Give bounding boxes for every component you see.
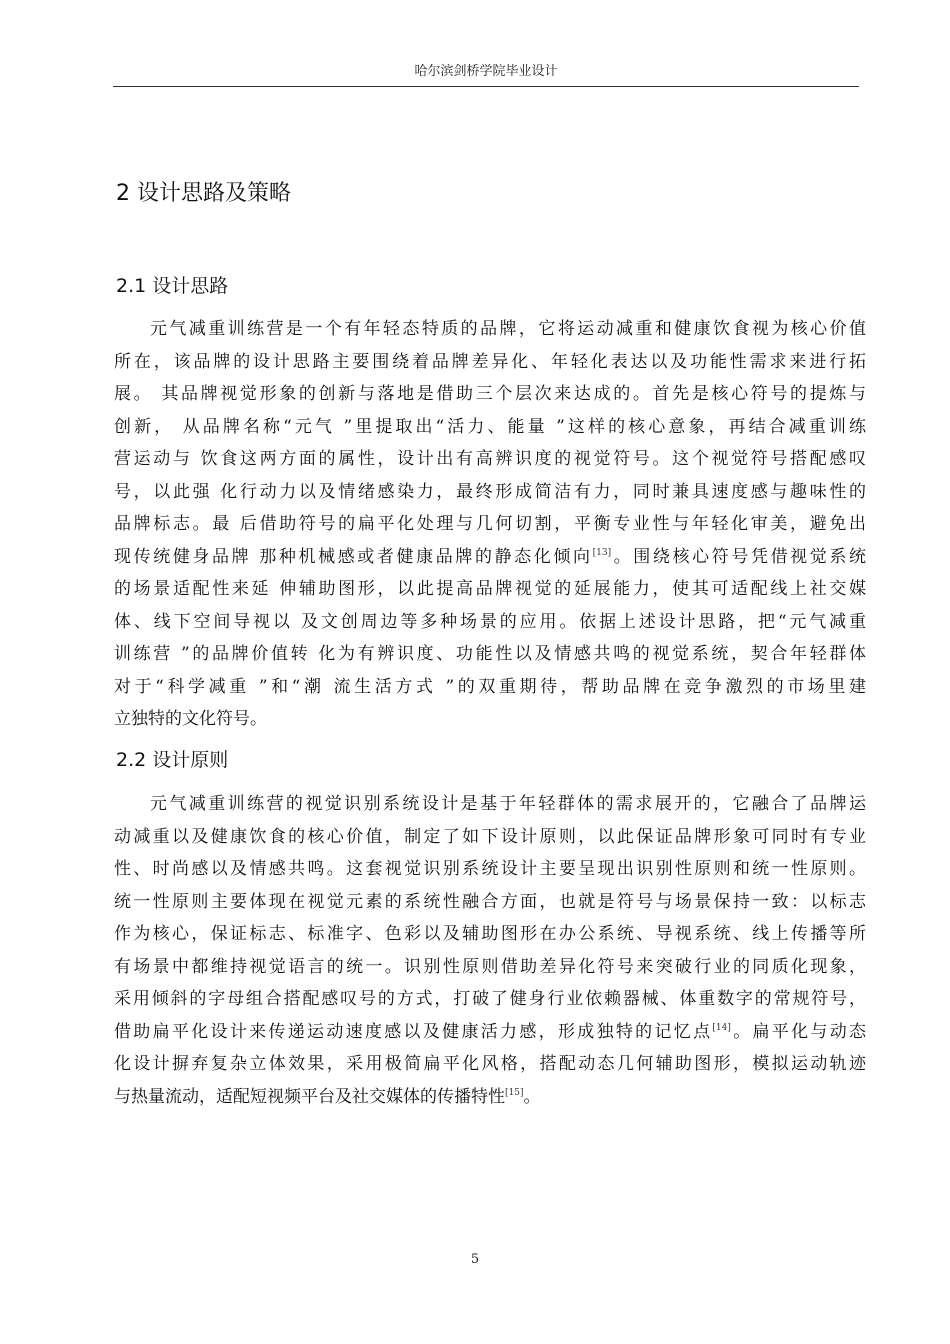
text-line: 作为核心，保证标志、标准字、色彩以及辅助图形在办公系统、导视系统、线上传播等所 bbox=[114, 924, 866, 944]
text-line: 元气减重训练营是一个有年轻态特质的品牌，它将运动减重和健康饮食视为核心价值 bbox=[150, 319, 866, 339]
text-line bbox=[114, 1016, 866, 1049]
header-divider bbox=[113, 86, 859, 87]
text-line: 元气减重训练营的视觉识别系统设计是基于年轻群体的需求展开的，它融合了品牌运 bbox=[150, 794, 866, 814]
text-line: 训练营 ”的品牌价值转 化为有辨识度、功能性以及情感共鸣的视觉系统，契合年轻群体 bbox=[114, 644, 866, 664]
page-number: 5 bbox=[470, 1252, 480, 1267]
text-line: 动减重以及健康饮食的核心价值，制定了如下设计原则，以此保证品牌形象可同时有专业 bbox=[114, 826, 866, 847]
text-segment: 。扁平化与动态 bbox=[730, 1021, 867, 1042]
citation-ref-13: [13] bbox=[592, 547, 612, 558]
text-line: 创新， 从品牌名称“元气 ”里提取出“活力、能量 ”这样的核心意象，再结合减重训练 bbox=[114, 416, 866, 437]
text-line: 立独特的文化符号。 bbox=[114, 709, 267, 729]
text-line: 的场景适配性来延 伸辅助图形，以此提高品牌视觉的延展能力，使其可适配线上社交媒 bbox=[114, 579, 866, 599]
text-line: 体、线下空间导视以 及文创周边等多种场景的应用。依据上述设计思路，把“元气减重 bbox=[114, 611, 866, 632]
text-line: 化设计摒弃复杂立体效果，采用极简扁平化风格，搭配动态几何辅助图形，模拟运动轨迹 bbox=[114, 1054, 866, 1074]
running-header: 哈尔滨剑桥学院毕业设计 bbox=[414, 64, 558, 79]
text-segment: 现传统健身品牌 那种机械感或者健康品牌的静态化倾向 bbox=[114, 546, 593, 567]
text-segment: 。 bbox=[523, 1086, 541, 1107]
paragraph-design-ideas bbox=[114, 313, 866, 736]
text-line: 品牌标志。最 后借助符号的扁平化处理与几何切割，平衡专业性与年轻化审美，避免出 bbox=[114, 514, 866, 534]
text-segment: 借助扁平化设计来传递运动速度感以及健康活力感，形成独特的记忆点 bbox=[114, 1021, 713, 1042]
text-line bbox=[114, 1081, 866, 1114]
citation-ref-15: [15] bbox=[505, 1087, 524, 1098]
text-line: 所在，该品牌的设计思路主要围绕着品牌差异化、年轻化表达以及功能性需求来进行拓 bbox=[114, 351, 866, 372]
text-line: 号，以此强 化行动力以及情绪感染力，最终形成简洁有力，同时兼具速度感与趣味性的 bbox=[114, 481, 866, 502]
text-segment: 。围绕核心符号凭借视觉系统 bbox=[611, 546, 866, 567]
section-title-2-1: 2.1 设计思路 bbox=[116, 275, 229, 297]
paragraph-design-principles bbox=[114, 788, 866, 1113]
citation-ref-14: [14] bbox=[712, 1022, 731, 1033]
text-line: 性、时尚感以及情感共鸣。这套视觉识别系统设计主要呈现出识别性原则和统一性原则。 bbox=[114, 859, 866, 879]
section-title-2-2: 2.2 设计原则 bbox=[116, 749, 229, 771]
chapter-title: 2 设计思路及策略 bbox=[116, 181, 291, 206]
text-line: 展。 其品牌视觉形象的创新与落地是借助三个层次来达成的。首先是核心符号的提炼与 bbox=[114, 384, 866, 404]
text-line: 营运动与 饮食这两方面的属性，设计出有高辨识度的视觉符号。这个视觉符号搭配感叹 bbox=[114, 449, 866, 469]
text-line: 对于“科学减重 ”和“潮 流生活方式 ”的双重期待，帮助品牌在竞争激烈的市场里建 bbox=[114, 676, 866, 697]
text-line: 采用倾斜的字母组合搭配感叹号的方式，打破了健身行业依赖器械、体重数字的常规符号， bbox=[114, 989, 866, 1009]
text-line bbox=[114, 541, 866, 574]
text-line: 有场景中都维持视觉语言的统一。识别性原则借助差异化符号来突破行业的同质化现象， bbox=[114, 956, 866, 977]
text-segment: 与热量流动，适配短视频平台及社交媒体的传播特性 bbox=[114, 1086, 505, 1107]
text-line: 统一性原则主要体现在视觉元素的系统性融合方面，也就是符号与场景保持一致：以标志 bbox=[114, 891, 866, 912]
